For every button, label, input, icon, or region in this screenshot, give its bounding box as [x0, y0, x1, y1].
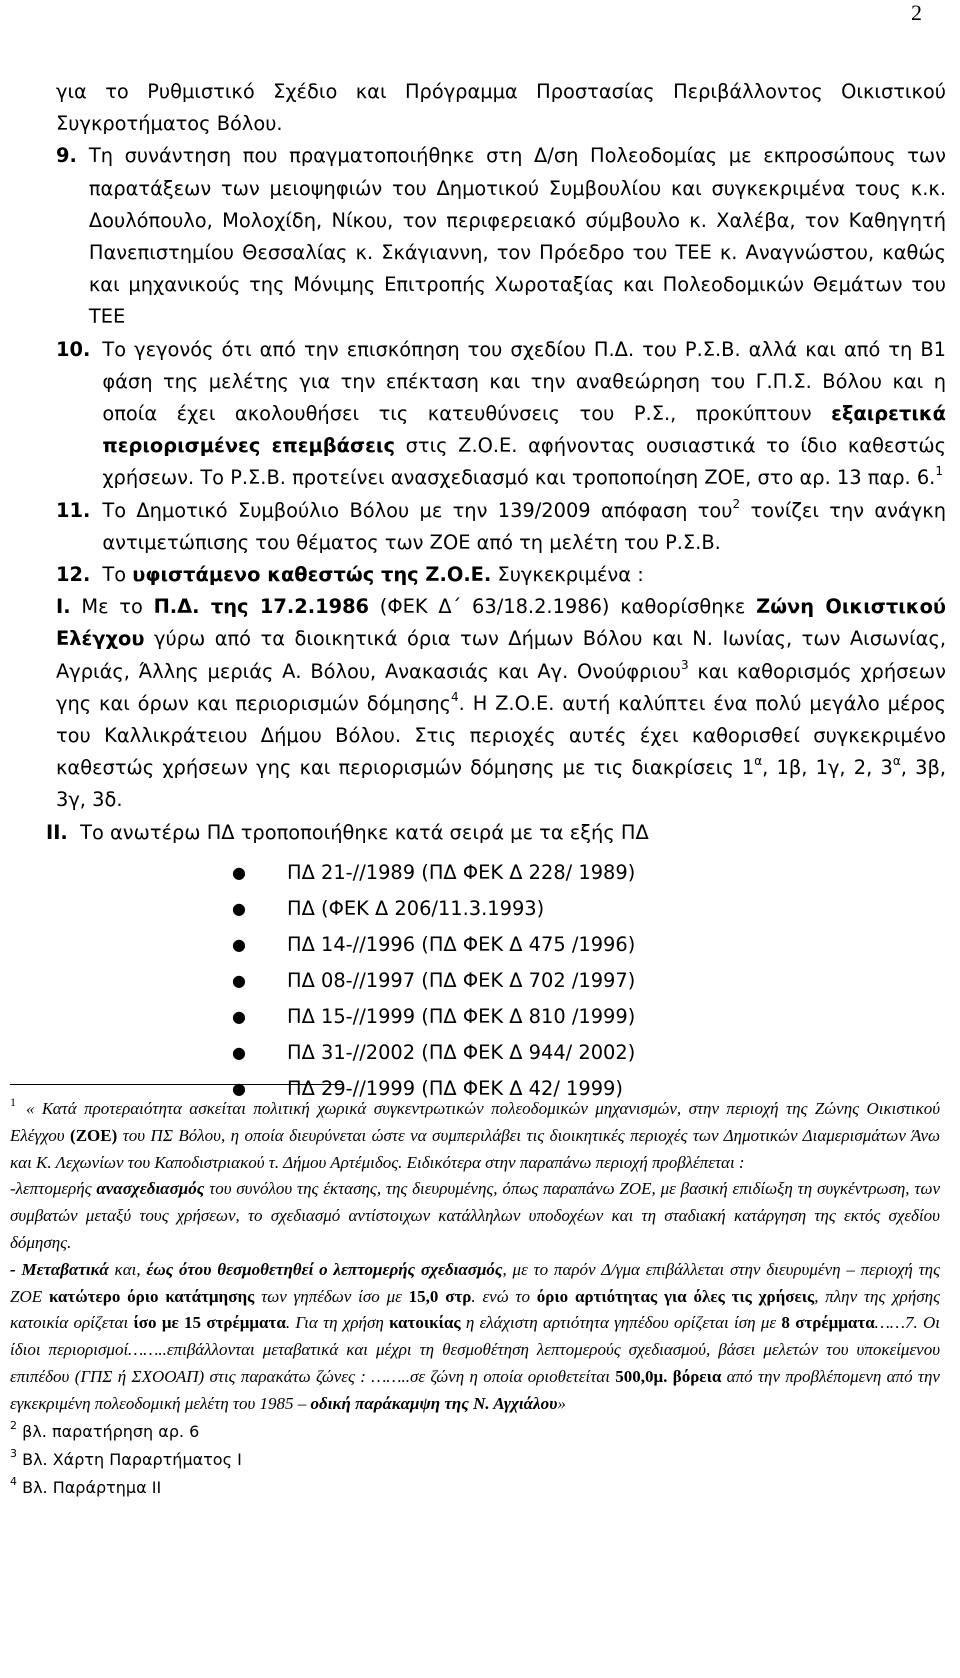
item-12 [56, 559, 946, 591]
item-text [102, 334, 946, 495]
item-number: 12. [56, 563, 91, 587]
item-text-part: Το [102, 563, 133, 587]
footnote-text: Βλ. Παράρτημα ΙΙ [22, 1477, 162, 1497]
item-text: Τη συνάντηση που πραγματοποιήθηκε στη Δ/ση Πολεοδομίας με εκπροσώπους των παρατάξεων των μειοψηφιών του Δημοτικού Συμβουλίου και συγκεκριμένα τους κ.κ. Δουλόπουλο, Μολοχίδη, Νίκου, τον περιφερειακό σύμβουλο κ. Χαλέβα, τον Καθηγητή Πανεπιστημίου Θεσσαλίας κ. Σκάγιαννη, τον Πρόεδρο του ΤΕΕ κ. Αναγνώστου, καθώς και μηχανικούς της Μόνιμης Επιτροπής Χωροταξίας και Πολεοδομικών Θεμάτων του ΤΕΕ [88, 144, 946, 329]
item-text-part: στις Ζ.Ο.Ε. αφήνοντας ουσιαστικά το ίδιο καθεστώς χρήσεων. Το Ρ.Σ.Β. προτείνει ανασχεδιασμό και τροποποίηση ΖΟΕ, στο αρ. 13 παρ. 6. [102, 434, 946, 490]
item-text [102, 495, 946, 559]
footnote-marker: 2 [10, 1418, 17, 1432]
item-text-part: Συγκεκριμένα : [491, 563, 644, 587]
section-text: , 3β, 3γ, 3δ. [56, 756, 946, 812]
footnote-4 [10, 1474, 940, 1502]
emphasis-text: - Μεταβατικά [10, 1259, 109, 1279]
footnote-1 [10, 1096, 940, 1176]
footnote-ref: 2 [732, 496, 741, 511]
section-text: και καθορισμός χρήσεων γης και όρων και περιορισμών δόμησης [56, 659, 946, 715]
section-text: , 1β, 1γ, 2, 3 [762, 756, 893, 780]
item-number: 11. [56, 498, 91, 522]
section-text: . Η Ζ.Ο.Ε. αυτή καλύπτει ένα πολύ μεγάλο μέρος του Καλλικράτειου Δήμου Βόλου. Στις περιοχές αυτές έχει καθορισθεί συγκεκριμένο καθεστώς χρήσεων γης και περιορισμών δόμησης με τις διακρίσεις 1 [56, 691, 947, 780]
emphasis-text: υφιστάμενο καθεστώς της Ζ.Ο.Ε. [132, 563, 492, 587]
section-numeral: I. [56, 595, 71, 619]
footnote-3 [10, 1446, 940, 1474]
emphasis-text: οδική παράκαμψη της Ν. Αγχιάλου [310, 1393, 558, 1413]
footnote-text: βλ. παρατήρηση αρ. 6 [22, 1421, 200, 1441]
footnote-text: , πλην της χρήσης κατοικία ορίζεται [10, 1286, 940, 1333]
list-item: ● ΠΔ 31-//2002 (ΠΔ ΦΕΚ Δ 944/ 2002) [232, 1035, 946, 1071]
section-text: Με το [70, 595, 154, 619]
item-text-part: Το γεγονός ότι από την επισκόπηση του σχεδίου Π.Δ. του Ρ.Σ.Β. αλλά και από τη Β1 φάση της μελέτης για την επέκταση και την αναθεώρηση του Γ.Π.Σ. Βόλου και η οποία έχει ακολουθήσει τις κατευθύνσεις του Ρ.Σ., προκύπτουν [102, 337, 946, 426]
footnote-text: . Για τη χρήση [285, 1313, 390, 1333]
footnote-text: η ελάχιστη αρτιότητα γηπέδου ορίζεται ίση με [460, 1313, 782, 1333]
section-text: (ΦΕΚ Δ΄ 63/18.2.1986) καθορίσθηκε [369, 595, 757, 619]
decree-list [56, 855, 946, 1107]
list-item: ● ΠΔ 21-//1989 (ΠΔ ΦΕΚ Δ 228/ 1989) [232, 855, 946, 891]
intro-paragraph: για το Ρυθμιστικό Σχέδιο και Πρόγραμμα Προστασίας Περιβάλλοντος Οικιστικού Συγκροτήματος Βόλου. [56, 80, 946, 136]
emphasis-text: Ζώνη Οικιστικού Ελέγχου [56, 595, 946, 651]
item-10 [56, 334, 946, 495]
footnote-marker: 1 [10, 1095, 16, 1109]
footnote-1-para-2 [10, 1176, 940, 1256]
section-2 [46, 817, 946, 849]
section-numeral: II. [46, 820, 68, 844]
footnote-ref: 1 [935, 464, 943, 479]
main-text [46, 76, 947, 1107]
footnote-text: ……7. Οι ίδιοι περιορισμοί……..επιβάλλονται μεταβατικά και μέχρι τη θεσμοθέτηση λεπτομερούς σχεδιασμού, βάσει μελετών του υποκείμενου επιπέδου (ΓΠΣ ή ΣΧΟΟΑΠ) στις παρακάτω ζώνες : ……..σε ζώνη η οποία οριοθετείται [10, 1313, 941, 1386]
footnote-marker: 4 [10, 1474, 17, 1488]
item-9 [56, 140, 946, 333]
item-text-part: Το Δημοτικό Συμβούλιο Βόλου με την 139/2009 απόφαση του [102, 498, 733, 522]
item-text [102, 559, 946, 591]
footnote-text: . ενώ το [471, 1286, 537, 1306]
emphasis-text: Π.Δ. της 17.2.1986 [153, 595, 370, 619]
list-item: ● ΠΔ 29-//1999 (ΠΔ ΦΕΚ Δ 42/ 1999) [232, 1071, 946, 1107]
emphasis-text: 15,0 στρ [408, 1286, 472, 1306]
emphasis-text: ανασχεδιασμός [96, 1179, 205, 1199]
list-item: ● ΠΔ 08-//1997 (ΠΔ ΦΕΚ Δ 702 /1997) [232, 963, 946, 999]
footnote-2 [10, 1418, 940, 1446]
item-number: 9. [56, 144, 77, 168]
section-1 [56, 591, 946, 816]
emphasis-text: 8 στρέμματα [781, 1313, 875, 1333]
emphasis-text: κατώτερο όριο κατάτμησης [48, 1286, 255, 1306]
footnote-text: » [557, 1393, 566, 1413]
emphasis-text: (ΖΟΕ) [70, 1125, 118, 1145]
emphasis-text: όριο αρτιότητας για όλες τις χρήσεις [536, 1286, 815, 1306]
superscript: α [754, 754, 763, 769]
footnote-ref: 4 [451, 689, 459, 704]
footnote-marker: 3 [10, 1446, 17, 1460]
footnotes [10, 1096, 940, 1502]
footnote-text: -λεπτομερής [10, 1179, 97, 1199]
footnote-1-para-3 [10, 1257, 940, 1418]
list-item: ● ΠΔ 14-//1996 (ΠΔ ΦΕΚ Δ 475 /1996) [232, 927, 946, 963]
footnote-text: , με το παρόν Δ/γμα επιβάλλεται στην διευρυμένη – περιοχή της ΖΟΕ [10, 1259, 941, 1306]
footnote-text: και, [108, 1259, 147, 1279]
list-item: ● ΠΔ (ΦΕΚ Δ 206/11.3.1993) [232, 891, 946, 927]
emphasis-text: ίσο με 15 στρέμματα [133, 1313, 286, 1333]
item-number: 10. [56, 337, 91, 361]
section-text: Το ανωτέρω ΠΔ τροποποιήθηκε κατά σειρά με τα εξής ΠΔ [80, 820, 649, 844]
item-text-part: τονίζει την ανάγκη αντιμετώπισης του θέματος των ΖΟΕ από τη μελέτη του Ρ.Σ.Β. [102, 498, 946, 554]
footnote-separator [10, 1084, 344, 1085]
emphasis-text: κατοικίας [389, 1313, 461, 1333]
emphasis-text: 500,0μ. βόρεια [615, 1366, 722, 1386]
footnote-text: Βλ. Χάρτη Παραρτήματος Ι [22, 1449, 242, 1469]
emphasis-text: εξαιρετικά περιορισμένες επεμβάσεις [102, 402, 946, 458]
footnote-text: από την προβλέπομενη από την εγκεκριμένη πολεοδομική μελέτη του 1985 – [10, 1366, 940, 1413]
page-number: 2 [911, 0, 922, 25]
footnote-text: του συνόλου της έκτασης, της διευρυμένης, όπως παραπάνω ΖΟΕ, με βασική επιδίωξη τη συγκέντρωση, των συμβατών μεταξύ τους χρήσεων, το σχεδιασμό αντίστοιχων κατάλληλων υποδοχέων και τη σταδιακή κατάργηση της εκτός σχεδίου δόμησης. [10, 1179, 940, 1252]
footnote-text: « Κατά προτεραιότητα ασκείται πολιτική χωρικά συγκεντρωτικών πολεοδομικών μηχανισμών, στην περιοχή της Ζώνης Οικιστικού Ελέγχου [10, 1099, 940, 1145]
section-text: γύρω από τα διοικητικά όρια των Δήμων Βόλου και Ν. Ιωνίας, των Αισωνίας, Αγριάς, Άλλης μεριάς Α. Βόλου, Ανακασιάς και Αγ. Ονούφριου [56, 627, 946, 683]
list-item: ● ΠΔ 15-//1999 (ΠΔ ΦΕΚ Δ 810 /1999) [232, 999, 946, 1035]
emphasis-text: έως ότου θεσμοθετηθεί ο λεπτομερής σχεδιασμός [146, 1259, 503, 1279]
footnote-ref: 3 [680, 657, 689, 672]
item-11 [56, 495, 946, 559]
footnote-text: του ΠΣ Βόλου, η οποία διευρύνεται ώστε να συμπεριλάβει τις διοικητικές περιοχές των Δημοτικών Διαμερισμάτων Άνω και Κ. Λεχωνίων του Καποδιστριακού τ. Δήμου Αρτέμιδος. Ειδικότερα στην παραπάνω περιοχή προβλέπεται : [10, 1125, 940, 1172]
footnote-text: των γηπέδων ίσο με [254, 1286, 409, 1306]
superscript: α [892, 754, 901, 769]
